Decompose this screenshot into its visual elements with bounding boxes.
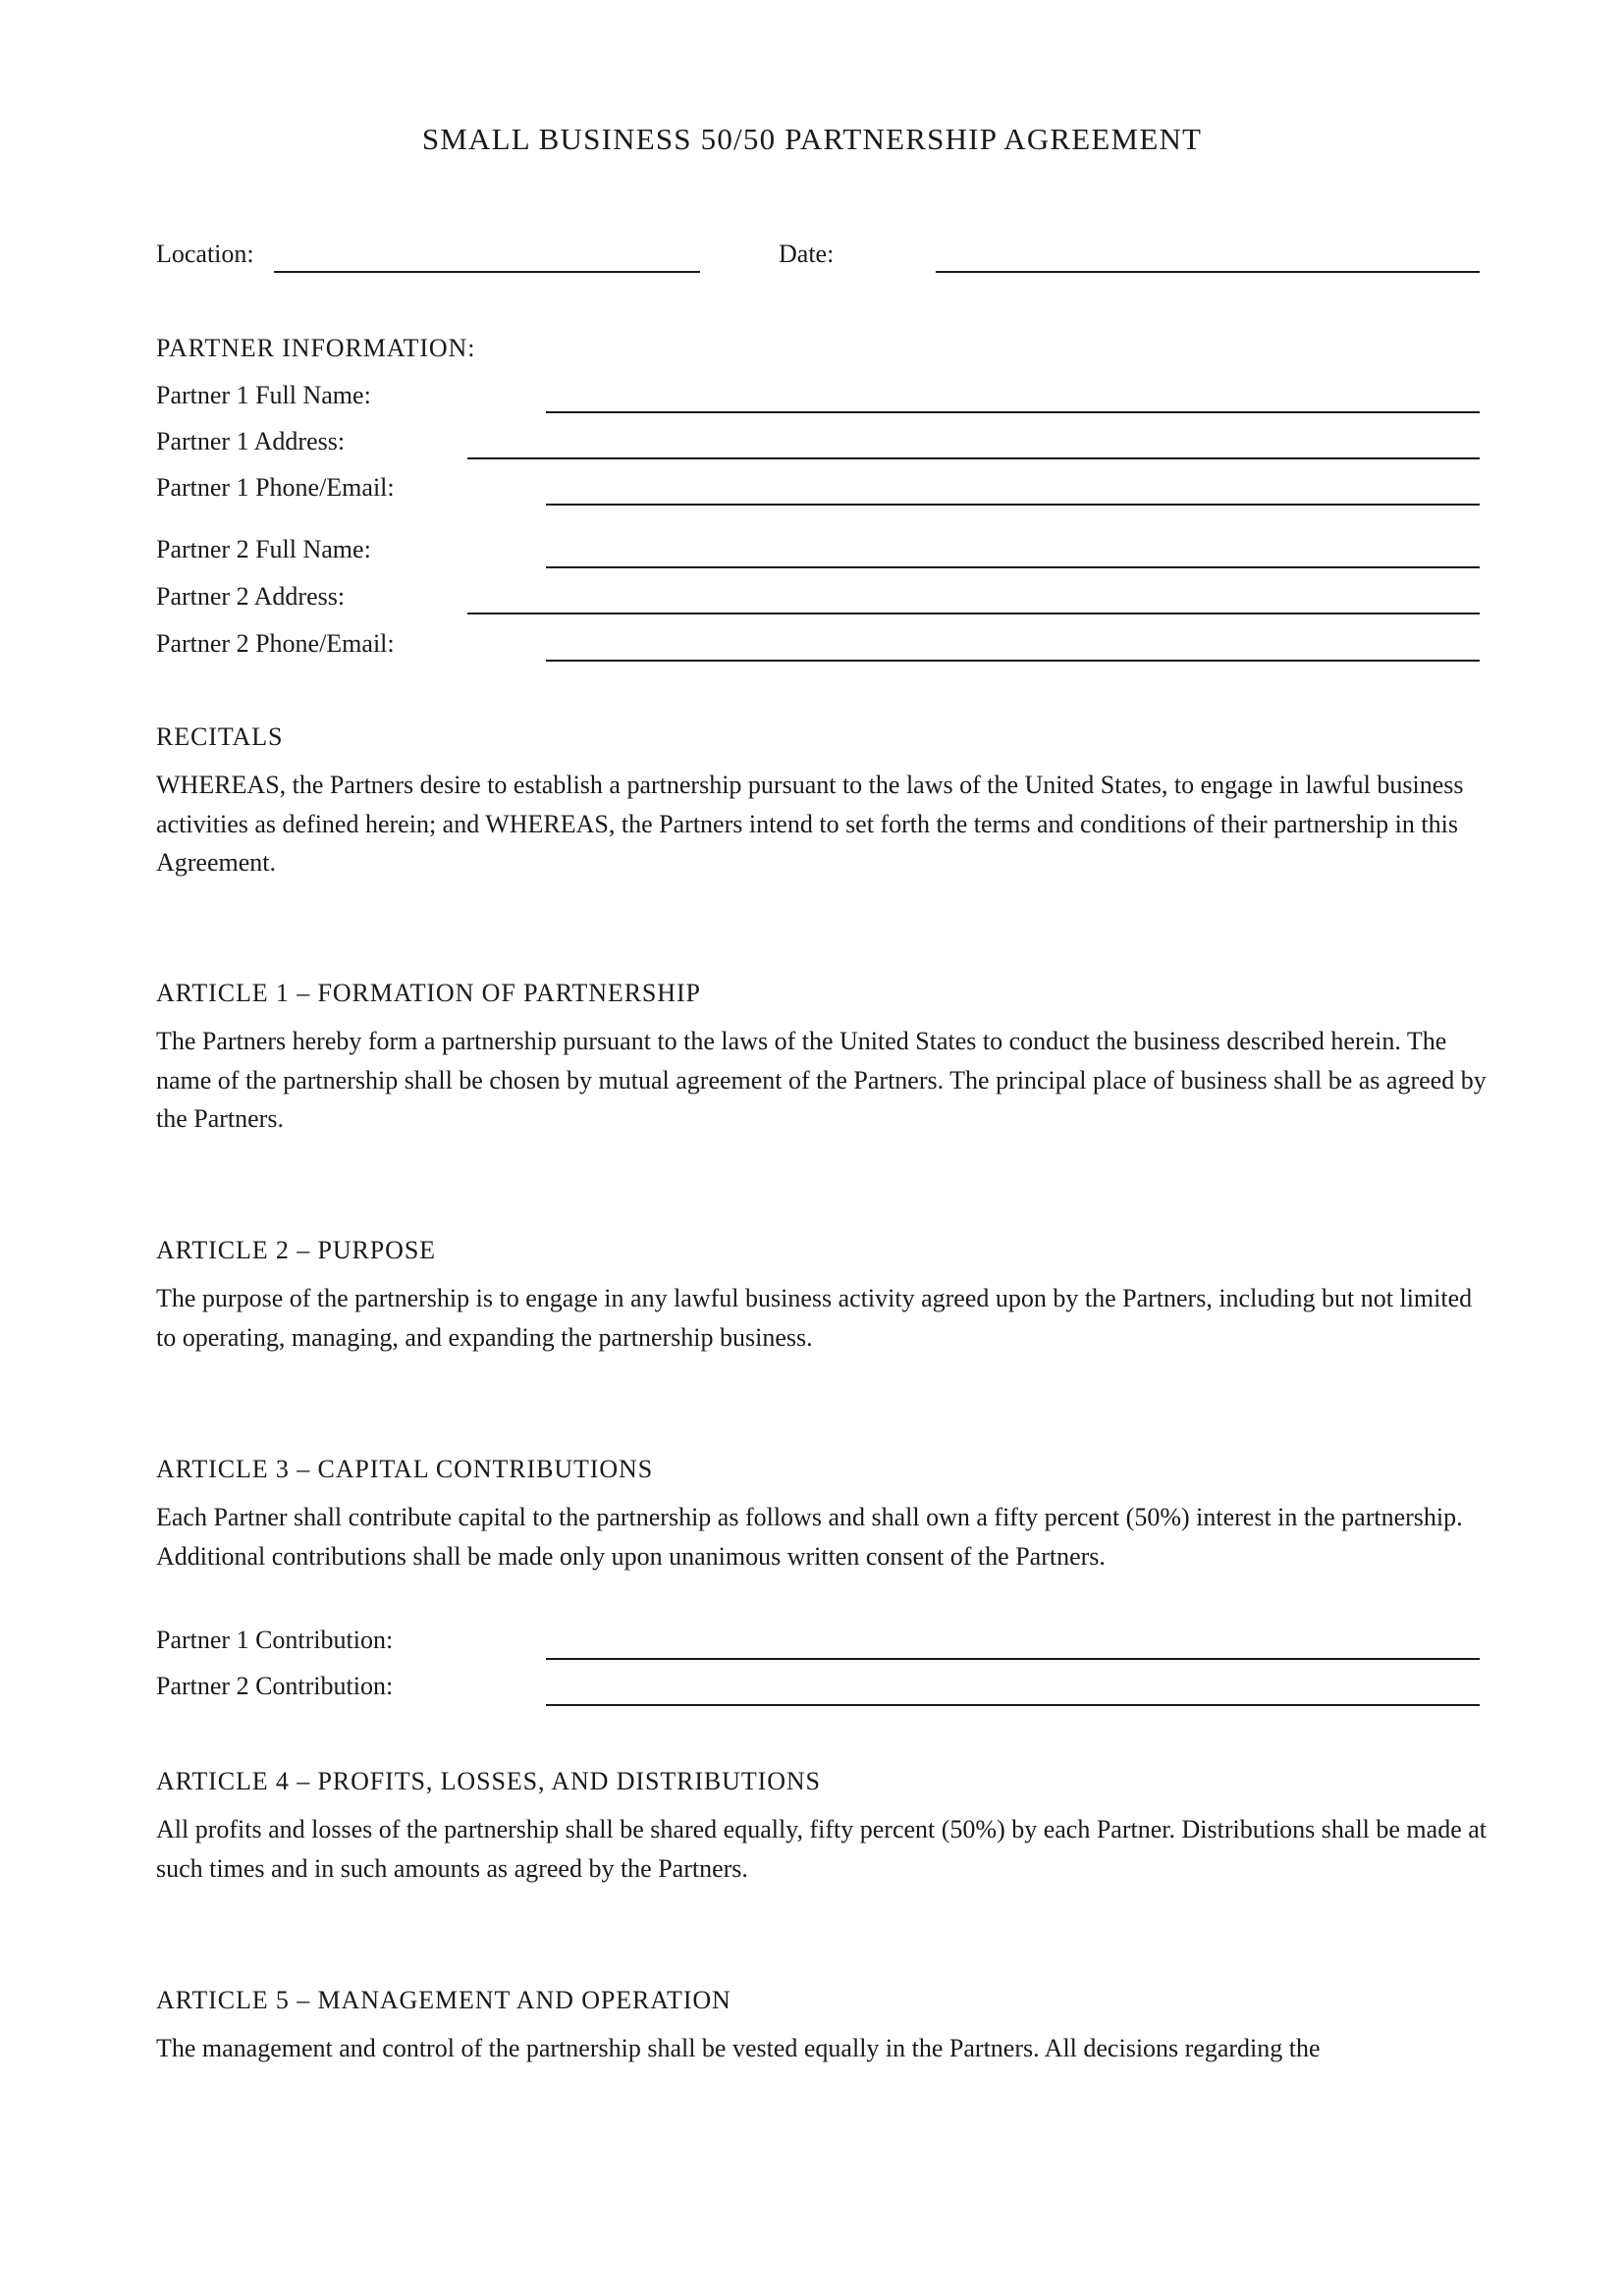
article2-heading: ARTICLE 2 – PURPOSE	[156, 1236, 436, 1264]
recitals-heading: RECITALS	[156, 722, 284, 751]
partner2-address-label: Partner 2 Address:	[156, 582, 346, 611]
partner2-contact-field[interactable]	[546, 660, 1480, 662]
recitals-text: WHEREAS, the Partners desire to establish a partnership pursuant to the laws of the United States, to engage in lawful business activities as defined herein; and WHEREAS, the Partners intend to set forth the terms and conditions of their partnership in this Agreement.	[156, 771, 1464, 877]
partner1-address-field[interactable]	[467, 457, 1480, 459]
article1-text: The Partners hereby form a partnership pursuant to the laws of the United States to conduct the business described herein. The name of the partnership shall be chosen by mutual agreement of the Partners. The principal place of business shall be as agreed by the Partners.	[156, 1027, 1487, 1133]
article2-text: The purpose of the partnership is to engage in any lawful business activity agreed upon by the Partners, including but not limited to operating, managing, and expanding the partnership business.	[156, 1284, 1473, 1352]
partner2-contribution-label: Partner 2 Contribution:	[156, 1672, 394, 1700]
partner2-contribution-field[interactable]	[546, 1704, 1480, 1706]
partner2-contact-label: Partner 2 Phone/Email:	[156, 629, 395, 658]
location-field[interactable]	[274, 271, 700, 273]
article5-text: The management and control of the partnership shall be vested equally in the Partners. All decisions regarding the	[156, 2034, 1321, 2062]
article4-heading: ARTICLE 4 – PROFITS, LOSSES, AND DISTRIBUTIONS	[156, 1767, 821, 1795]
partner-info-heading: PARTNER INFORMATION:	[156, 334, 476, 362]
article1-heading: ARTICLE 1 – FORMATION OF PARTNERSHIP	[156, 979, 701, 1007]
partner1-contribution-label: Partner 1 Contribution:	[156, 1626, 394, 1654]
partner1-contact-field[interactable]	[546, 504, 1480, 506]
article3-heading: ARTICLE 3 – CAPITAL CONTRIBUTIONS	[156, 1455, 654, 1483]
partner1-contact-label: Partner 1 Phone/Email:	[156, 473, 395, 502]
partner2-address-field[interactable]	[467, 613, 1480, 614]
date-label: Date:	[779, 240, 835, 268]
partner1-contribution-field[interactable]	[546, 1658, 1480, 1660]
partner1-address-label: Partner 1 Address:	[156, 427, 346, 455]
article4-text: All profits and losses of the partnership shall be shared equally, fifty percent (50%) by each Partner. Distributions shall be made at such times and in such amounts as agreed by the Partners.	[156, 1815, 1487, 1883]
partner2-name-label: Partner 2 Full Name:	[156, 535, 371, 563]
document-title: SMALL BUSINESS 50/50 PARTNERSHIP AGREEMENT	[421, 122, 1203, 156]
location-label: Location:	[156, 240, 254, 268]
date-field[interactable]	[936, 271, 1480, 273]
partner1-name-label: Partner 1 Full Name:	[156, 381, 371, 409]
partner2-name-field[interactable]	[546, 566, 1480, 568]
partner1-name-field[interactable]	[546, 411, 1480, 413]
article5-heading: ARTICLE 5 – MANAGEMENT AND OPERATION	[156, 1986, 731, 2014]
article3-text: Each Partner shall contribute capital to the partnership as follows and shall own a fifty percent (50%) interest in the partnership. Additional contributions shall be made only upon unanimous written consent of the Partners.	[156, 1503, 1463, 1571]
